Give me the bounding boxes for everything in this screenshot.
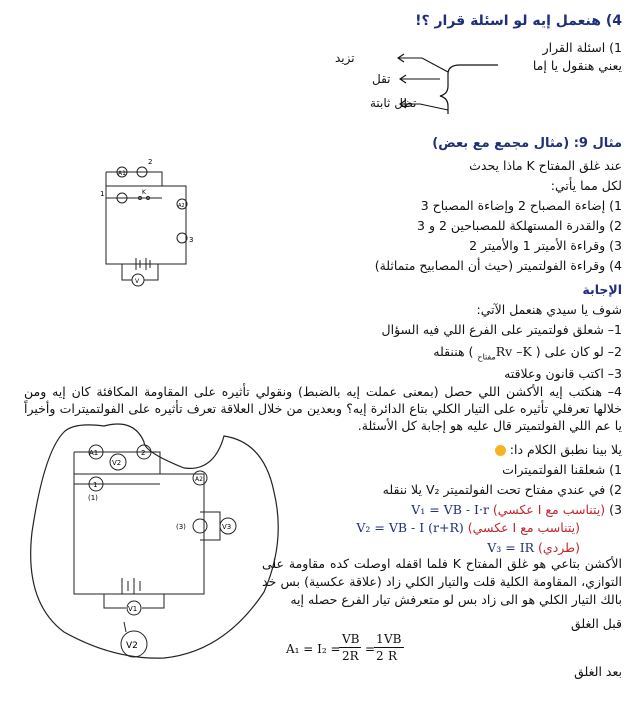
after-closing: بعد الغلق [574,664,622,679]
step-1: 1) شعلقنا الفولتميترات [502,462,622,477]
label-lamp1: 1 [100,190,105,198]
option-increase: تزيد [335,51,355,65]
step-3-eq1 [411,502,622,517]
label-v: V [135,278,140,285]
option-constant: تظل ثابتة [370,96,417,110]
example-item-3: 3) وقراءة الأميتر 1 والأميتر 2 [469,238,622,253]
step-2: 2) في عندي مفتاح تحت الفولتميتر V₂ يلا ننقله [382,482,622,497]
d2-label-v3: V3 [222,523,232,531]
answer-line-3 [433,344,622,365]
example-item-1: 1) إضاءة المصباح 2 وإضاءة المصباح 3 [420,198,622,213]
formula-frac1-num: VB [342,632,360,646]
step-3-prefix: 3) [609,502,622,517]
answer-line-3-formula: Rv –K [495,344,532,359]
d2-label-lamp1-note: (1) [88,494,98,502]
action-paragraph: الأكشن بتاعي هو غلق المفتاح K فلما اقفله اوصلت كده مقاومة على التوازي، المقاومة الكلية قلت والتيار الكلي زاد (علاقة عكسية) بس خد بالك التيار الكلي هو الى زاد بس لو متعرفش تيار الفرع حصله إيه [262,556,622,607]
d2-label-a1: A1 [89,449,99,457]
apply-text: يلا بينا نطبق الكلام دا: [509,442,622,457]
formula-frac2-den-pre: 2 [376,649,384,663]
formula-frac1-den: 2R [342,649,359,663]
formula-frac2-bar [374,647,404,648]
example-intro-1: عند غلق المفتاح K ماذا يحدث [469,158,622,173]
example-item-4: 4) وقراءة الفولتميتر (حيث أن المصابيح متماثلة) [374,258,622,273]
smile-emoji-icon [495,445,506,456]
formula [286,630,406,666]
answer-line-1: شوف يا سيدي هنعمل الآتي: [476,302,622,317]
option-decrease: تقل [372,72,391,86]
eq3-note: (طردي) [538,540,580,555]
answer-line-4: 3– اكتب قانون وعلاقته [504,366,622,381]
decision-question: يعني هنقول يا إما [532,58,622,73]
answer-line-3-prefix: 2– لو كان على ( [535,344,622,359]
answer-line-3-suffix: ) هننقله [433,344,474,359]
d2-label-lamp3: (3) [176,523,186,531]
d2-label-v1: V1 [128,605,138,613]
d2-label-lamp2: 2 [141,449,146,457]
formula-frac2-num: VB [384,632,402,646]
formula-left: A₁ = I₂ = [286,642,341,656]
eq1: V₁ = VB - I·r [411,502,489,517]
formula-frac1-bar [339,647,361,648]
example-item-2: 2) والقدرة المستهلكة للمصباحين 2 و 3 [417,218,622,233]
decision-item: 1) اسئلة القرار [542,40,622,55]
answer-heading: الإجابة [582,282,622,297]
label-lamp2: 2 [148,158,153,166]
apply-line [495,442,622,457]
step-3-eq2 [356,520,580,535]
step-3-eq3 [487,540,580,555]
section-number: 4) [605,13,622,29]
example-intro-2: لكل مما يأتي: [550,178,622,193]
eq2-note: (يتناسب مع I عكسي) [467,520,580,535]
d2-label-v2: V2 [112,459,122,467]
section-title: هنعمل إيه لو اسئلة قرار ؟! [415,13,601,29]
answer-line-3-sub: مفتاح [477,352,496,362]
formula-frac2-pre: 1 [376,632,384,646]
example-label: مثال 9: (مثال مجمع مع بعض) [432,136,622,151]
d2-label-v2-bottom: V2 [126,641,138,651]
section-heading [415,14,622,29]
label-k: K [142,189,146,196]
before-closing: قبل الغلق [570,616,622,631]
label-a1: A1 [118,170,126,177]
eq2: V₂ = VB - I (r+R) [356,520,464,535]
d2-label-lamp1: 1 [93,481,98,489]
formula-frac2-den: R [388,649,398,663]
eq1-note: (يتناسب مع I عكسي) [492,502,606,517]
eq3: V₃ = IR [487,540,535,555]
formula-eq: = [365,642,376,656]
answer-paragraph: 4– هنكتب إيه الأكشن اللي حصل (بمعنى عملت إيه بالضبط) ونقولي تأثيره على المقاومة المكافئة كان إيه ومن خلالها تعرفلي تأثيره على التيار الكلي بتاع الدائرة إيه؟ وبعدين من خلال العلاقة تعرف تأثيره على الفولتميترات وأخيراً يا عم اللي الفولتميتر قال عليه هو إجابة كل الأسئلة. [24,384,622,433]
d2-label-a2: A2 [195,476,203,483]
circuit-diagram-2 [24,412,286,672]
label-a2: A2 [178,203,185,209]
label-lamp3: 3 [189,236,194,244]
circuit-diagram-1 [92,148,204,290]
answer-line-2: 1– شعلق فولتميتر على الفرع اللي فيه السؤال [381,322,622,337]
